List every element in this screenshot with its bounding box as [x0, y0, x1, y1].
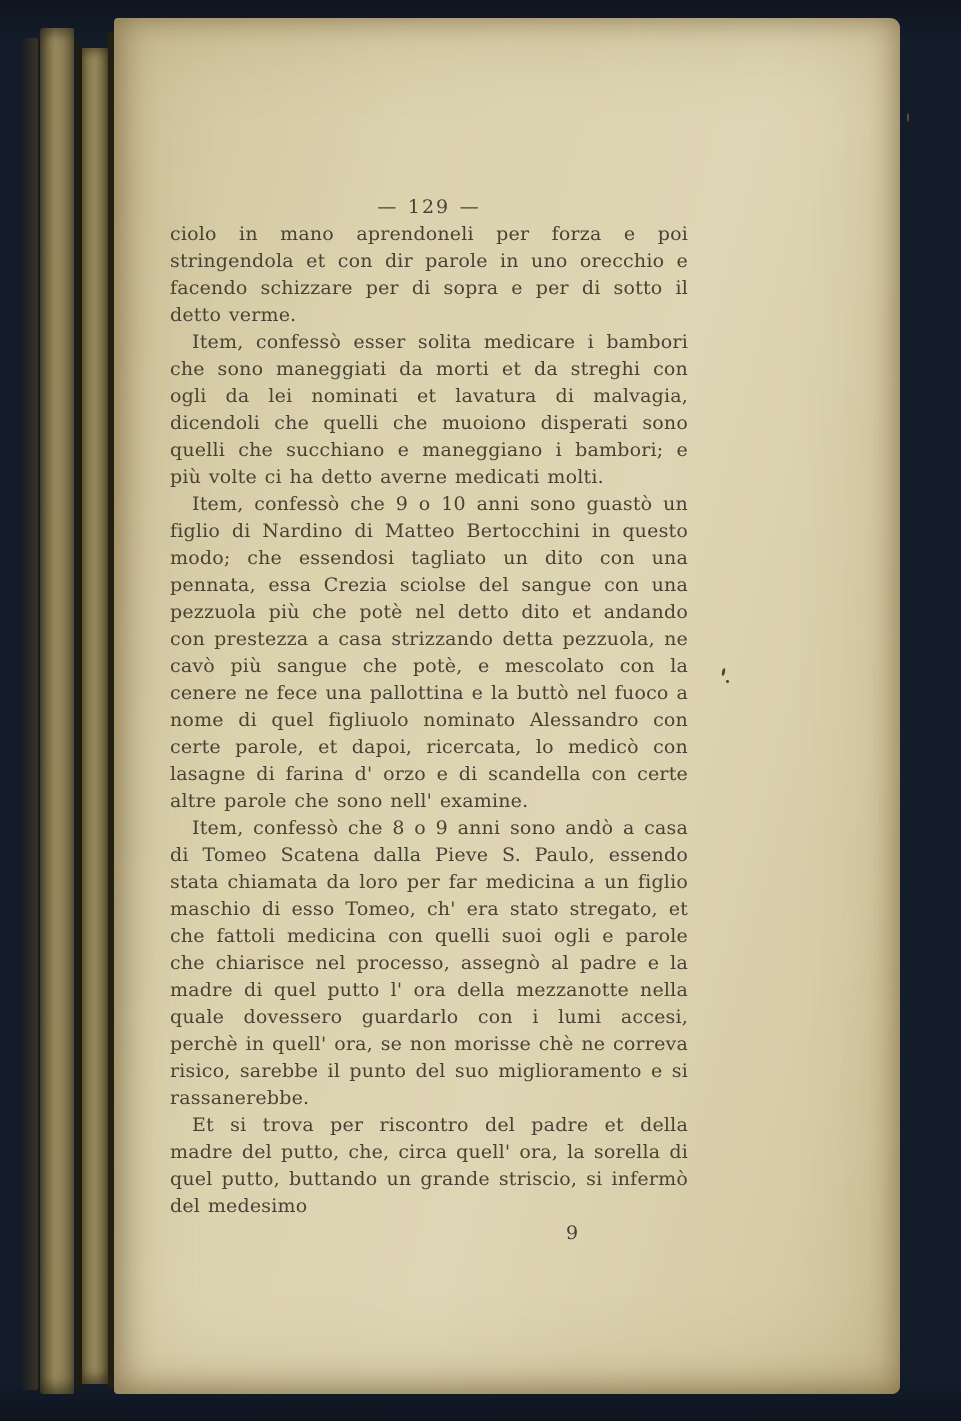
paragraph: Item, confessò che 9 o 10 anni sono guastò un figlio di Nardino di Matteo Bertocchini in questo modo; che essendosi tagliato un dito con una pennata, essa Crezia sciolse del sangue con una pezzuola più che potè nel detto dito et andando con prestezza a casa strizzando detta pezzuola, ne cavò più sangue che potè, e mescolato con la cenere ne fece una pallottina e la buttò nel fuoco a nome di quel figliuolo nominato Alessandro con certe parole, et dapoi, ricercata, lo medicò con lasagne di farina d' orzo e di scandella con certe altre parole che sono nell' examine.	[170, 493, 688, 812]
book-page-edge	[82, 48, 108, 1384]
ink-speck	[726, 680, 729, 683]
book-page-edge	[40, 28, 74, 1394]
paragraph: Et si trova per riscontro del padre et della madre del putto, che, circa quell' ora, la sorella di quel putto, buttando un grande striscio, si infermò del medesimo	[170, 1114, 688, 1217]
paragraph: ciolo in mano aprendoneli per forza e poi stringendola et con dir parole in uno orecchio e facendo schizzare per di sopra e per di sotto il detto verme.	[170, 223, 688, 326]
page-text-block	[170, 194, 688, 1247]
page-number: — 129 —	[377, 196, 481, 218]
ink-speck	[907, 113, 909, 122]
book-page	[114, 18, 900, 1394]
paragraph: Item, confessò che 8 o 9 anni sono andò a casa di Tomeo Scatena dalla Pieve S. Paulo, essendo stata chiamata da loro per far medicina a un figlio maschio di esso Tomeo, ch' era stato stregato, et che fattoli medicina con quelli suoi ogli e parole che chiarisce nel processo, assegnò al padre e la madre di quel putto l' ora della mezzanotte nella quale dovessero guardarlo con i lumi accesi, perchè in quell' ora, se non morisse chè ne correva risico, sarebbe il punto del suo miglioramento e si rassanerebbe.	[170, 817, 688, 1109]
ink-speck	[721, 668, 726, 676]
book-page-edge	[22, 38, 38, 1390]
paragraph: Item, confessò esser solita medicare i bambori che sono maneggiati da morti et da streghi con ogli da lei nominati et lavatura di malvagia, dicendoli che quelli che muoiono disperati sono quelli che succhiano e maneggiano i bambori; e più volte ci ha detto averne medicati molti.	[170, 331, 688, 488]
signature-mark: 9	[566, 1222, 579, 1244]
book-page-edge-gap	[76, 42, 81, 1388]
